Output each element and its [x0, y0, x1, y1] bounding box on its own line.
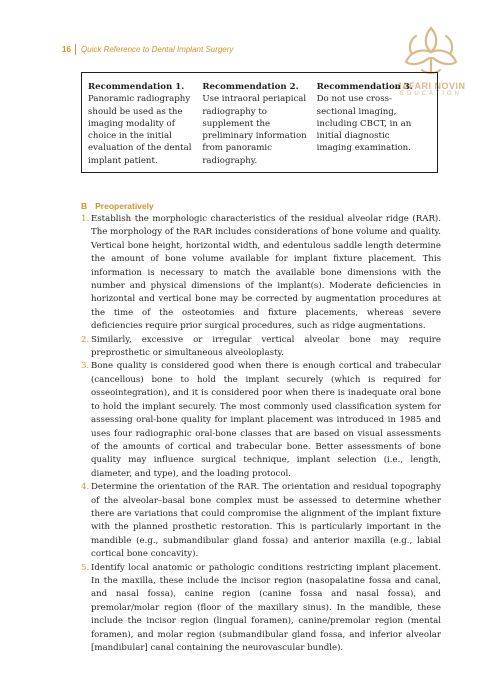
recommendation-2: [202, 81, 316, 172]
recommendation-text: Do not use cross-sectional imaging, including CBCT, in an initial diagnostic imaging examination.: [316, 94, 412, 154]
recommendation-title: Recommendation 2.: [202, 82, 299, 92]
list-item-text: Determine the orientation of the RAR. The orientation and residual topography of the alveolar–basal bone complex must be assessed to determine whether there are variations that could compromise the alignment of the implant fixture with the planned prosthetic restoration. This is particularly important in the mandible (e.g., submandibular gland fossa) and anterior maxilla (e.g., labial cortical bone concavity).: [91, 482, 441, 560]
list-item-number: 5.: [81, 562, 90, 573]
watermark-subtitle: EDUCATION: [400, 91, 462, 97]
section-heading: [81, 201, 154, 211]
list-item-text: Bone quality is considered good when there is enough cortical and trabecular (cancellous) bone to hold the implant securely (which is required for osseointegration), and it is considered poor when there is inadequate oral bone to hold the implant securely. The most commonly used classification system for assessing oral-bone quality for implant placement was introduced in 1985 and uses four radiographic oral-bone classes that are based on visual assessments of the amounts of cortical and trabecular bone. Better assessments of bone quality may influence surgical technique, implant selection (i.e., length, diameter, and type), and the loading protocol.: [91, 361, 441, 479]
list-item-text: Identify local anatomic or pathologic conditions restricting implant placement. In the maxilla, these include the incisor region (nasopalatine fossa and canal, and nasal fossa), canine region (canine fossa and nasal fossa), and premolar/molar region (floor of the maxillary sinus). In the mandible, these include the incisor region (lingual foramen), canine/premolar region (mental foramen), and molar region (submandibular gland fossa, and inferior alveolar [mandibular] canal containing the neurovascular bundle).: [91, 562, 441, 653]
list-item: [81, 562, 441, 656]
page-number: 16: [62, 45, 71, 54]
running-title: Quick Reference to Dental Implant Surgery: [80, 45, 234, 54]
list-item: [81, 360, 441, 481]
list-item-number: 2.: [81, 334, 90, 345]
recommendation-title: Recommendation 1.: [88, 82, 185, 92]
list-item-number: 3.: [81, 361, 90, 372]
section-label: Preoperatively: [95, 201, 154, 211]
list-item: [81, 481, 441, 561]
list-item-number: 1.: [81, 214, 90, 224]
list-item: [81, 334, 441, 361]
header-divider: [75, 44, 76, 55]
recommendation-1: [88, 81, 202, 172]
recommendation-title: Recommendation 3.: [316, 82, 413, 92]
running-header: [62, 44, 233, 55]
list-item: [81, 213, 441, 334]
list-item-number: 4.: [81, 482, 90, 493]
list-item-text: Similarly, excessive or irregular vertical alveolar bone may require preprosthetic or simultaneous alveoloplasty.: [91, 334, 441, 359]
recommendation-text: Use intraoral periapical radiography to supplement the preliminary information from panoramic radiography.: [202, 94, 307, 166]
numbered-list: [81, 213, 441, 655]
list-item-text: Establish the morphologic characteristics of the residual alveolar ridge (RAR). The morphology of the RAR includes considerations of bone volume and quality. Vertical bone height, horizontal width, and edentulous saddle length determine the amount of bone volume available for implant fixture placement. This information is necessary to match the available bone dimensions with the number and physical dimensions of the implant(s). Moderate deficiencies in horizontal and vertical bone may be corrected by augmentation procedures at the time of the osteotomies and fixture placements, whereas severe deficiencies require prior surgical procedures, such as ridge augmentations.: [91, 214, 441, 332]
watermark-name: JAFARI NOVIN: [396, 81, 466, 91]
recommendation-3: [317, 81, 431, 172]
recommendations-box: [81, 72, 438, 173]
recommendation-text: Panoramic radiography should be used as the imaging modality of choice in the initial evaluation of the dental implant patient.: [88, 94, 192, 166]
section-letter: B: [81, 201, 88, 211]
